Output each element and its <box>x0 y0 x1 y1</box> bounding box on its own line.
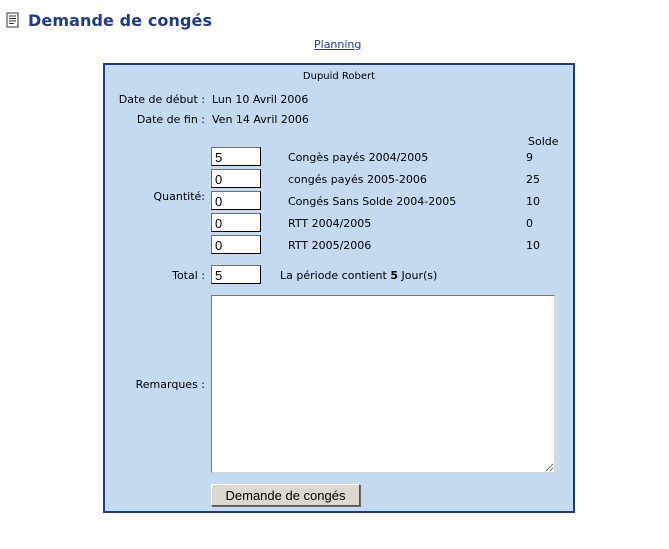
quantity-input[interactable] <box>211 191 261 210</box>
leave-balance: 10 <box>526 195 540 208</box>
leave-balance: 9 <box>526 151 533 164</box>
leave-type-label: congés payés 2005-2006 <box>288 173 427 186</box>
period-summary <box>280 269 437 282</box>
leave-type-label: Congés Sans Solde 2004-2005 <box>288 195 457 208</box>
leave-type-label: RTT 2005/2006 <box>288 239 372 252</box>
submit-leave-request-button[interactable]: Demande de congés <box>211 484 360 506</box>
quantity-input[interactable] <box>211 169 261 188</box>
total-label: Total : <box>172 269 205 282</box>
quantity-label: Quantité: <box>153 190 205 203</box>
period-prefix: La période contient <box>280 269 387 282</box>
period-suffix: Jour(s) <box>401 269 438 282</box>
quantity-input[interactable] <box>211 235 261 254</box>
quantity-input[interactable] <box>211 147 261 166</box>
balance-header: Solde <box>528 135 559 148</box>
document-icon <box>6 12 20 28</box>
remarks-textarea[interactable] <box>211 295 555 473</box>
leave-type-label: Congès payés 2004/2005 <box>288 151 429 164</box>
total-input[interactable] <box>211 265 261 284</box>
end-date-label: Date de fin : <box>136 113 205 126</box>
leave-balance: 25 <box>526 173 540 186</box>
quantity-input[interactable] <box>211 213 261 232</box>
leave-request-form <box>103 63 575 513</box>
leave-type-label: RTT 2004/2005 <box>288 217 372 230</box>
start-date-value: Lun 10 Avril 2006 <box>212 93 309 106</box>
page-header <box>6 10 212 30</box>
planning-link[interactable]: Planning <box>314 38 362 51</box>
period-days: 5 <box>390 269 398 282</box>
remarks-label: Remarques : <box>135 378 205 391</box>
page-title: Demande de congés <box>28 10 213 30</box>
employee-name: Dupuid Robert <box>302 71 376 82</box>
end-date-value: Ven 14 Avril 2006 <box>212 113 309 126</box>
leave-balance: 0 <box>526 217 533 230</box>
leave-balance: 10 <box>526 239 540 252</box>
start-date-label: Date de début : <box>118 93 205 106</box>
